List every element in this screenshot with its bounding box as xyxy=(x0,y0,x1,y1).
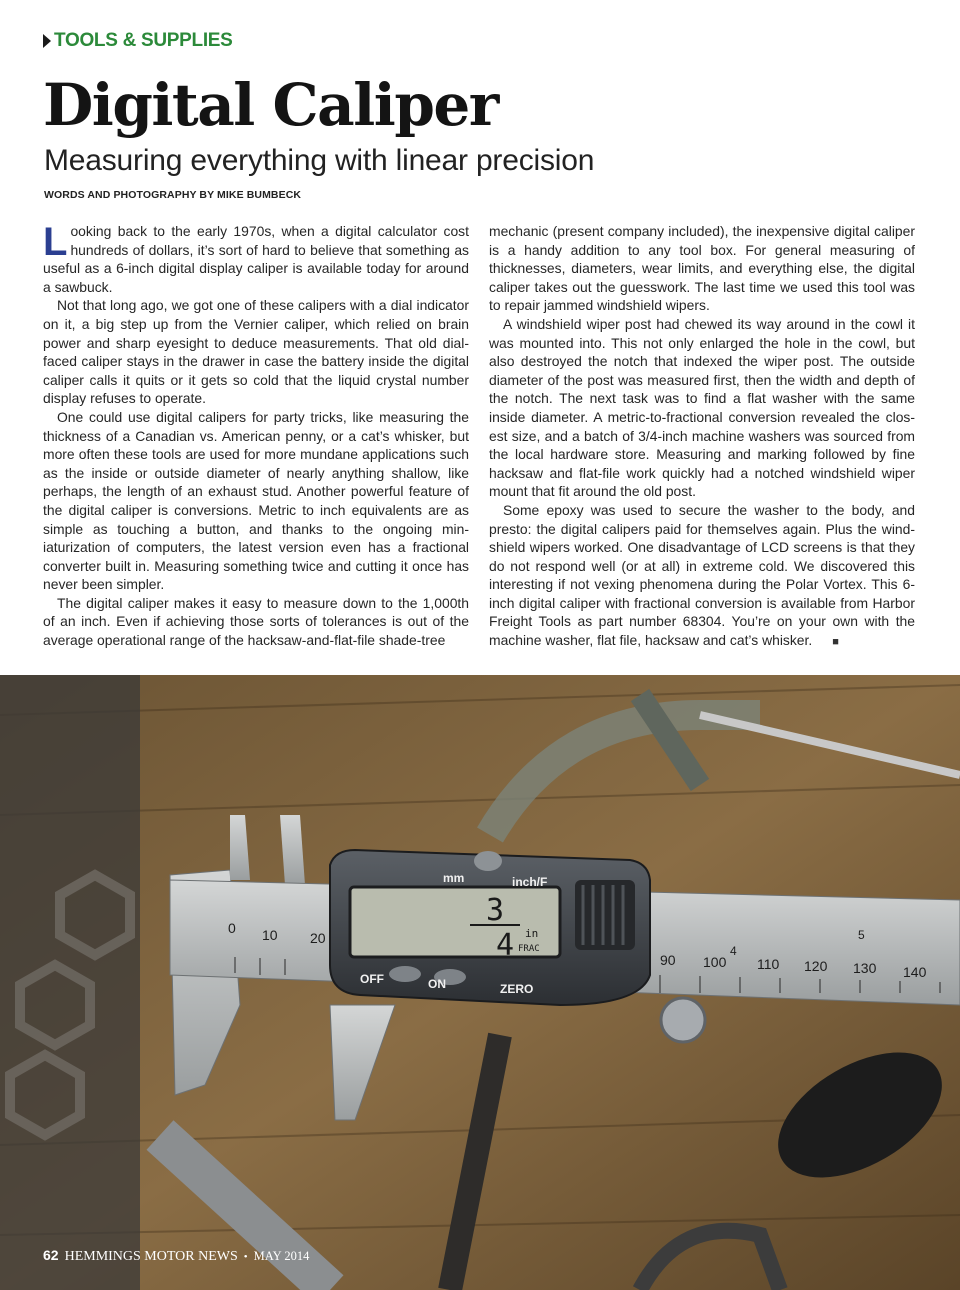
off-button xyxy=(389,966,421,982)
scale-label: 100 xyxy=(703,954,727,970)
scale-label: 0 xyxy=(228,920,236,936)
paragraph: mechanic (present company included), the inexpensive digital caliper is a handy addition to any tool box. For general measuring of thicknesses, diameters, wear limits, and everything else, the digital caliper takes out the guesswork. The last time we used this tool was to repair jammed windshield wipers. xyxy=(489,223,915,314)
inch-scale-label: 5 xyxy=(858,928,865,942)
on-label: ON xyxy=(428,977,446,991)
issue-date: MAY 2014 xyxy=(253,1249,310,1263)
scale-label: 90 xyxy=(660,952,676,968)
byline: WORDS AND PHOTOGRAPHY BY MIKE BUMBECK xyxy=(44,189,302,201)
footer-separator: • xyxy=(243,1251,248,1263)
lcd-unit: in xyxy=(525,927,539,940)
paragraph xyxy=(43,222,469,296)
scale-label: 130 xyxy=(853,960,877,976)
article-column-left xyxy=(43,222,469,650)
publication-name: HEMMINGS MOTOR NEWS xyxy=(64,1249,238,1264)
paragraph: Not that long ago, we got one of these calipers with a dial indicator on it, a big step up from the Vernier caliper, which relied on brain power and sharp eyesight to deduce measurements. That old dial-faced caliper stays in the drawer in case the battery inside the digital caliper calls it quits or it gets so cold that the liquid crystal number display refuses to operate. xyxy=(43,297,469,407)
inch-scale-label: 4 xyxy=(730,944,737,958)
article-column-right xyxy=(489,222,915,652)
lcd-numerator: 3 xyxy=(486,893,505,928)
paragraph: The digital caliper makes it easy to measure down to the 1,000th of an inch. Even if achieving those sorts of tolerances is out of the average operational range of the hacksaw-and-flat-file shade-tree xyxy=(43,594,469,649)
unit-inch-label: inch/F xyxy=(512,875,548,889)
paragraph: One could use digital calipers for party tricks, like measuring the thickness of a Canadian vs. American penny, or a cat’s whisker, but more often these tools are used for more mundane applications such as the inside or outside diameter of nearly anything shallow, like perhaps, the length of an exhaust stud. Another powerful feature of the digital caliper is conversions. Metric to inch equivalents are as simple as touching a button, and thanks to the ongoing miniaturization of computers, the latest version even has a fractional converter built in. Measuring something twice and cutting it once has never been simpler. xyxy=(43,408,469,593)
end-mark-icon: ■ xyxy=(832,636,839,649)
page-footer xyxy=(43,1247,309,1265)
scale-label: 110 xyxy=(757,956,780,972)
section-label: TOOLS & SUPPLIES xyxy=(54,30,233,51)
section-tag xyxy=(43,30,233,52)
scale-label: 120 xyxy=(804,958,828,974)
drop-cap: L xyxy=(43,220,68,264)
paragraph xyxy=(489,501,915,652)
paragraph-text: ooking back to the early 1970s, when a digital calculator cost hundreds of dollars, it’s sort of hard to believe that something as useful as a 6-inch digital display caliper is available today for around a sawbuck. xyxy=(43,223,469,295)
unit-mm-label: mm xyxy=(443,871,465,885)
scale-label: 140 xyxy=(903,964,927,980)
lcd-mode: FRAC xyxy=(518,944,540,954)
triangle-bullet-icon xyxy=(43,34,51,48)
article-subtitle: Measuring everything with linear precision xyxy=(44,144,595,177)
caliper-photo xyxy=(0,675,960,1290)
thumb-wheel xyxy=(661,998,705,1042)
paragraph-text: Some epoxy was used to secure the washer to the body, and presto: the digital calipers paid for themselves again. Plus the windshield wipers worked. One disadvantage of LCD screens is that they do not respond well (or at all) in extreme cold. We discovered this interesting if not vexing phenomena during the Polar Vortex. This 6-inch digital caliper with fractional conversion is available from Harbor Freight Tools as part number 68304. You’re on your own with the machine washer, flat file, hacksaw and cat’s whisker. xyxy=(489,501,915,649)
page-number: 62 xyxy=(43,1247,59,1263)
scale-label: 10 xyxy=(262,927,278,943)
off-label: OFF xyxy=(360,972,384,986)
scale-label: 20 xyxy=(310,930,326,946)
zero-label: ZERO xyxy=(500,982,534,996)
lcd-denominator: 4 xyxy=(496,928,515,963)
unit-toggle-button xyxy=(474,851,502,871)
article-title: Digital Caliper xyxy=(43,71,498,139)
paragraph: A windshield wiper post had chewed its way around in the cowl it was mounted into. This not only enlarged the hole in the cowl, but also destroyed the notch that indexed the wiper post. The outside diameter of the post was measured first, then the width and depth of the notch. The next task was to find a flat washer with the same inside diameter. A metric-to-fractional conversion revealed the closest size, and a batch of 3/4-inch machine washers was sourced from the local hardware store. Measuring and marking followed by fine hacksaw and flat-file work quickly had a notched windshield wiper mount that fit around the old post. xyxy=(489,315,915,500)
